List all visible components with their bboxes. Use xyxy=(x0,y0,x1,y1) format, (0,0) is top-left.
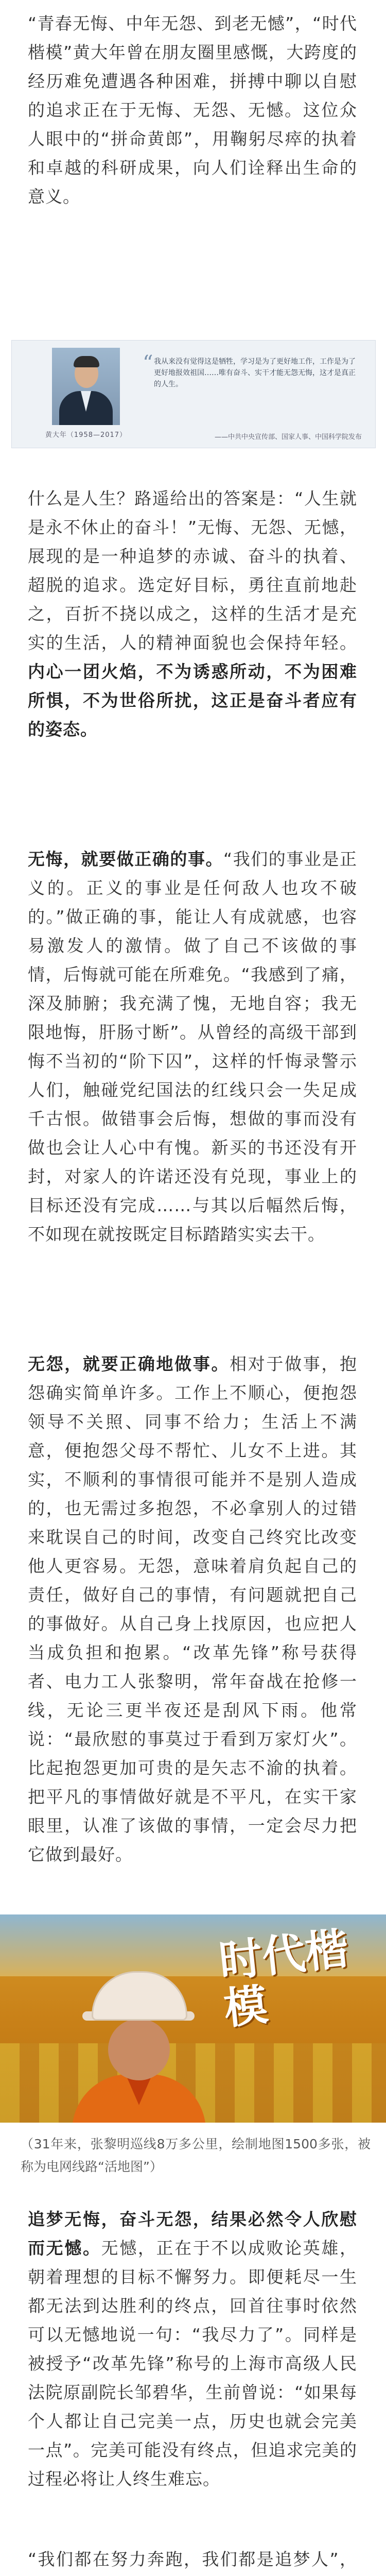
life-emphasis: 内心一团火焰，不为诱惑所动，不为困难所惧，不为世俗所扰，这正是奋斗者应有的姿态。 xyxy=(28,662,357,739)
quote-source: ——中共中央宣传部、国家人事、中国科学院发布 xyxy=(214,433,362,441)
no-regret-body: “我们的事业是正义的。正义的事业是任何敌人也攻不破的。”做正确的事，能让人有成就感，也容易激发人的激情。做了自己不该做的事情，后悔就可能在所难免。“我感到了痛，深及肺腑；我充满了愧，无地自容；我无限地悔，肝肠寸断”。从曾经的高级干部到悔不当初的“阶下囚”，这样的忏悔录警示人们，触碰党纪国法的红线只会一失足成千古恨。做错事会后悔，想做的事而没有做也会让人心中有愧。新买的书还没有开封，对家人的许诺还没有兑现，事业上的目标还没有完成……与其以后幅然后悔，不如现在就按既定目标踏踏实实去干。 xyxy=(28,849,357,1244)
no-regret-paragraph xyxy=(28,845,357,1249)
no-remorse-paragraph xyxy=(28,2205,357,2494)
banner-title: 时代楷模 xyxy=(216,1922,351,2035)
no-remorse-body: 无憾，正在于不以成败论英雄，朝着理想的目标不懈努力。即便耗尽一生都无法到达胜利的终点，回首往事时依然可以无憾地说一句：“我尽力了”。同样是被授予“改革先锋”称号的上海市高级人民法院原副院长邹碧华，生前曾说：“如果每个人都让自己完美一点，历史也就会完美一点”。完美可能没有终点，但追求完美的过程必将让人终生难忘。 xyxy=(28,2238,358,2489)
no-complaint-body: 相对于做事，抱怨确实简单许多。工作上不顺心，便抱怨领导不关照、同事不给力；生活上不满意，便抱怨父母不帮忙、儿女不上进。其实，不顺利的事情很可能并不是别人造成的，也无需过多抱怨，不必拿别人的过错来耽误自己的时间，改变自己终究比改变他人更容易。无怨，意味着肩负起自己的责任，做好自己的事情，有问题就把自己的事做好。从自己身上找原因，也应把人当成负担和抱累。“改革先锋”称号获得者、电力工人张黎明，常年奋战在抢修一线，无论三更半夜还是刮风下雨。他常说：“最欣慰的事莫过于看到万家灯火”。比起抱怨更加可贵的是矢志不渝的执着。把平凡的事情做好就是不平凡，在实干家眼里，认准了该做的事情，一定会尽力把它做到最好。 xyxy=(28,1354,358,1865)
worker-photo xyxy=(0,1914,386,2123)
portrait-caption: 黄大年（1958—2017） xyxy=(45,431,127,439)
closing-paragraph: “我们都在努力奔跑，我们都是追梦人”， xyxy=(28,2549,357,2569)
life-paragraph xyxy=(28,484,357,744)
no-complaint-heading: 无怨，就要正确地做事。 xyxy=(28,1354,230,1374)
photo-caption: （31年来，张黎明巡线8万多公里，绘制地图1500多张，被称为电网线路“活地图”） xyxy=(21,2137,371,2174)
life-lead: 什么是人生？路遥给出的答案是：“人生就是永不休止的奋斗！”无悔、无怨、无憾，展现的是一种追梦的赤诚、奋斗的执着、超脱的追求。选定好目标，勇往直前地赴之，百折不挠以成之，这样的生活才是充实的生活，人的精神面貌也会保持年轻。 xyxy=(28,488,357,653)
quote-card xyxy=(11,340,376,448)
no-complaint-paragraph xyxy=(28,1350,357,1869)
quote-text: 我从来没有觉得这是牺牲，学习是为了更好地工作，工作是为了更好地报效祖国……唯有奋斗、实干才能无怨无悔，这才是真正的人生。 xyxy=(154,358,356,388)
no-regret-heading: 无悔，就要做正确的事。 xyxy=(28,849,224,869)
quote-mark-icon: “ xyxy=(143,351,153,375)
worker-figure xyxy=(72,1971,206,2123)
portrait-image xyxy=(52,348,120,425)
intro-paragraph: “青春无悔、中年无怨、到老无憾”，“时代楷模”黄大年曾在朋友圈里感慨，大跨度的经历难免遭遇各种困难，拼搏中聊以自慰的追求正在于无悔、无怨、无憾。这位众人眼中的“拼命黄郎”，用鞠躬尽瘁的执着和卓越的科研成果，向人们诠释出生命的意义。 xyxy=(28,13,357,207)
no-remorse-heading: 追梦无悔，奋斗无怨，结果必然令人欣慰而无憾。 xyxy=(28,2209,357,2258)
